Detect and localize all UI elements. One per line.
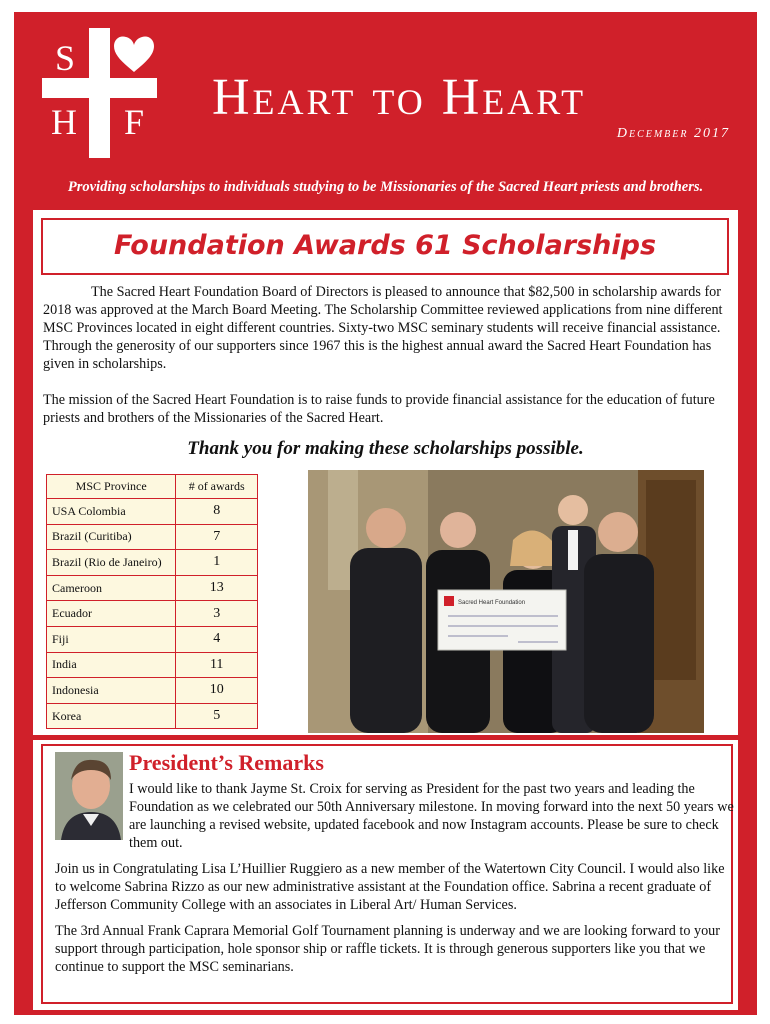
province-cell: Fiji <box>47 626 176 652</box>
table-row <box>47 499 258 525</box>
logo-letter-h: H <box>51 102 77 142</box>
article-headline: Foundation Awards 61 Scholarships <box>113 230 657 261</box>
thank-you-line: Thank you for making these scholarships possible. <box>187 438 584 459</box>
table-row <box>47 626 258 652</box>
awards-cell: 5 <box>176 703 258 729</box>
tagline: Providing scholarships to individuals studying to be Missionaries of the Sacred Heart priests and brothers. <box>67 179 704 195</box>
article-paragraph-2: The mission of the Sacred Heart Foundation is to raise funds to provide financial assistance for the education of future priests and brothers of the Missionaries of the Sacred Heart. <box>43 392 715 426</box>
table-header-row <box>47 475 258 499</box>
issue-date: December 2017 <box>616 126 730 141</box>
awards-cell: 3 <box>176 601 258 627</box>
remarks-box <box>41 744 733 1004</box>
group-check-photo <box>308 470 704 733</box>
article-paragraph-1: The Sacred Heart Foundation Board of Directors is pleased to announce that $82,500 in scholarship awards for 2018 was approved at the March Board Meeting. The Scholarship Committee reviewed applications from nine different MSC Provinces located in eight different countries. Sixty-two MSC seminary students will receive financial assistance. Through the generosity of our supporters since 1967 this is the highest annual award the Sacred Heart Foundation has given in scholarships. <box>43 284 723 372</box>
province-cell: Brazil (Curitiba) <box>47 524 176 550</box>
awards-table <box>46 474 258 729</box>
table-row <box>47 652 258 678</box>
heart-icon <box>114 36 154 72</box>
awards-cell: 4 <box>176 626 258 652</box>
province-cell: India <box>47 652 176 678</box>
awards-cell: 11 <box>176 652 258 678</box>
table-row <box>47 524 258 550</box>
table-row <box>47 575 258 601</box>
province-cell: Ecuador <box>47 601 176 627</box>
president-portrait <box>55 752 123 840</box>
column-header-awards: # of awards <box>176 475 258 499</box>
remarks-title: President’s Remarks <box>129 750 324 775</box>
remarks-paragraph-2: Join us in Congratulating Lisa L’Huillier Ruggiero as a new member of the Watertown City Council. I would also like to welcome Sabrina Rizzo as our new administrative assistant at the Foundation office. Sabrina a recent graduate of Jefferson Community College with an associates in Liberal Art/ Human Services. <box>55 861 725 913</box>
remarks-paragraph-1: I would like to thank Jayme St. Croix for serving as President for the past two years and leading the Foundation as we celebrated our 50th Anniversary milestone. In moving forward into the next 50 years we are launching a revised website, updated facebook and now Instagram accounts. Please be sure to check them out. <box>129 781 734 851</box>
table-row <box>47 703 258 729</box>
province-cell: Indonesia <box>47 678 176 704</box>
awards-cell: 8 <box>176 499 258 525</box>
awards-cell: 7 <box>176 524 258 550</box>
table-row <box>47 678 258 704</box>
column-header-province: MSC Province <box>47 475 176 499</box>
awards-cell: 13 <box>176 575 258 601</box>
check-header-text: Sacred Heart Foundation <box>458 600 526 606</box>
awards-cell: 10 <box>176 678 258 704</box>
awards-cell: 1 <box>176 550 258 576</box>
table-row <box>47 601 258 627</box>
province-cell: Brazil (Rio de Janeiro) <box>47 550 176 576</box>
article-panel <box>33 210 738 735</box>
headline-box <box>41 218 729 275</box>
logo-letter-s: S <box>54 38 76 78</box>
cross-heart-logo-icon <box>42 28 157 158</box>
presidents-remarks-panel <box>33 740 738 1010</box>
province-cell: Cameroon <box>47 575 176 601</box>
table-row <box>47 550 258 576</box>
province-cell: Korea <box>47 703 176 729</box>
masthead-title: Heart to Heart <box>212 69 587 126</box>
province-cell: USA Colombia <box>47 499 176 525</box>
remarks-paragraph-3: The 3rd Annual Frank Caprara Memorial Golf Tournament planning is underway and we are looking forward to your support through participation, hole sponsor ship or raffle tickets. It is through generous supporters like you that we continue to support the MSC seminarians. <box>55 923 720 975</box>
logo-letter-f: F <box>123 102 145 142</box>
